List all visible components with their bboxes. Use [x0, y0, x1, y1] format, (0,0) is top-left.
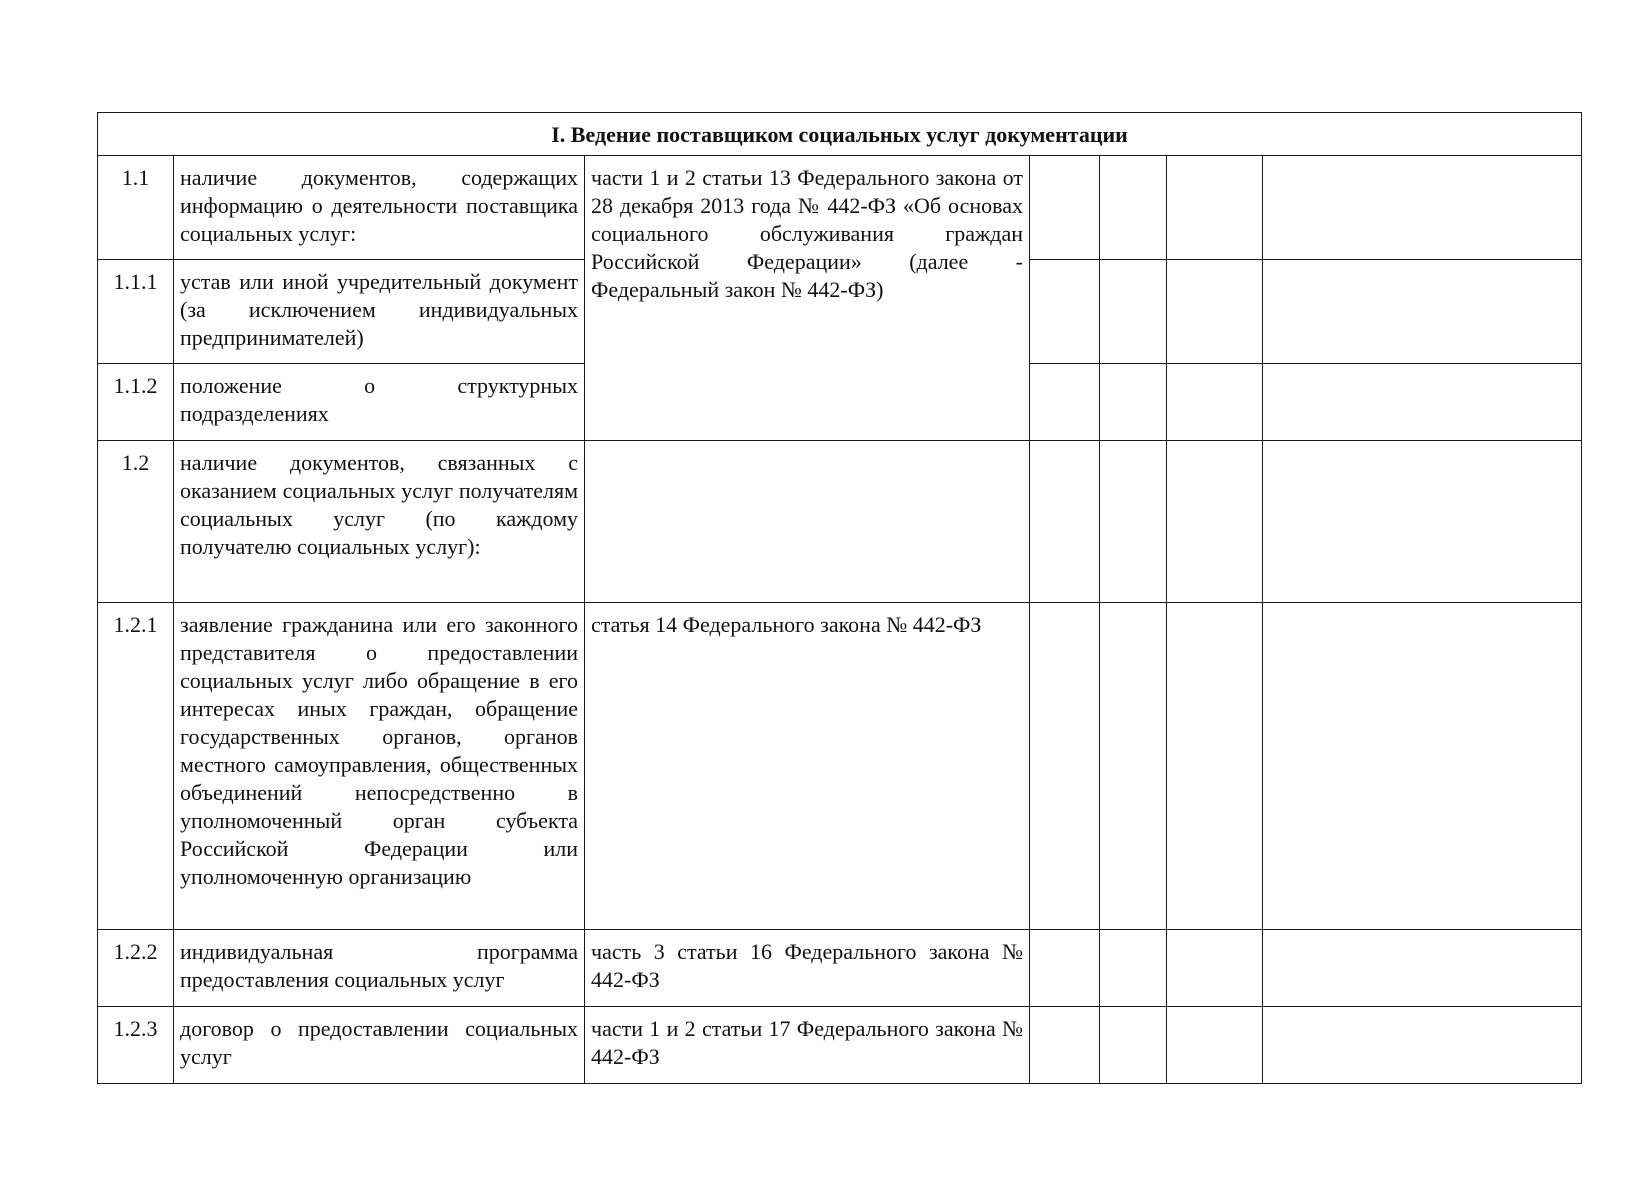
section-header-row: [98, 113, 1582, 156]
answer-cell: [1100, 364, 1167, 441]
row-number: 1.1: [98, 156, 174, 260]
legal-basis: статья 14 Федерального закона № 442-ФЗ: [585, 603, 1030, 930]
notes-cell: [1263, 364, 1582, 441]
requirement-description: индивидуальная программа предоставления социальных услуг: [174, 930, 585, 1007]
answer-cell: [1100, 441, 1167, 603]
requirement-description: наличие документов, содержащих информацию о деятельности поставщика социальных услуг:: [174, 156, 585, 260]
answer-cell: [1030, 156, 1100, 260]
table-row: [98, 1007, 1582, 1084]
answer-cell: [1167, 260, 1263, 364]
row-number: 1.2.3: [98, 1007, 174, 1084]
legal-basis: части 1 и 2 статьи 17 Федерального закона № 442-ФЗ: [585, 1007, 1030, 1084]
requirement-description: положение о структурных подразделениях: [174, 364, 585, 441]
document-sheet: [97, 112, 1581, 1084]
answer-cell: [1030, 441, 1100, 603]
answer-cell: [1030, 364, 1100, 441]
answer-cell: [1030, 930, 1100, 1007]
requirement-description: договор о предоставлении социальных услуг: [174, 1007, 585, 1084]
table-row: [98, 930, 1582, 1007]
notes-cell: [1263, 930, 1582, 1007]
answer-cell: [1030, 1007, 1100, 1084]
answer-cell: [1100, 1007, 1167, 1084]
table-row: [98, 603, 1582, 930]
requirement-description: заявление гражданина или его законного представителя о предоставлении социальных услуг либо обращение в его интересах иных граждан, обращение государственных органов, органов местного самоуправления, общественных объединений непосредственно в уполномоченный орган субъекта Российской Федерации или уполномоченную организацию: [174, 603, 585, 930]
section-title: I. Ведение поставщиком социальных услуг документации: [98, 113, 1582, 156]
answer-cell: [1167, 1007, 1263, 1084]
answer-cell: [1100, 603, 1167, 930]
answer-cell: [1030, 260, 1100, 364]
requirement-description: наличие документов, связанных с оказанием социальных услуг получателям социальных услуг (по каждому получателю социальных услуг):: [174, 441, 585, 603]
notes-cell: [1263, 260, 1582, 364]
answer-cell: [1100, 156, 1167, 260]
answer-cell: [1167, 156, 1263, 260]
row-number: 1.1.1: [98, 260, 174, 364]
legal-basis: часть 3 статьи 16 Федерального закона № 442-ФЗ: [585, 930, 1030, 1007]
answer-cell: [1100, 260, 1167, 364]
notes-cell: [1263, 1007, 1582, 1084]
answer-cell: [1100, 930, 1167, 1007]
row-number: 1.2.2: [98, 930, 174, 1007]
legal-basis: части 1 и 2 статьи 13 Федерального закона от 28 декабря 2013 года № 442-ФЗ «Об основах социального обслуживания граждан Российской Федерации» (далее - Федеральный закон № 442-ФЗ): [585, 156, 1030, 441]
answer-cell: [1167, 441, 1263, 603]
table-row: [98, 156, 1582, 260]
notes-cell: [1263, 603, 1582, 930]
row-number: 1.1.2: [98, 364, 174, 441]
answer-cell: [1167, 364, 1263, 441]
row-number: 1.2: [98, 441, 174, 603]
notes-cell: [1263, 156, 1582, 260]
requirement-description: устав или иной учредительный документ (за исключением индивидуальных предпринимателей): [174, 260, 585, 364]
answer-cell: [1167, 603, 1263, 930]
table-row: [98, 441, 1582, 603]
answer-cell: [1030, 603, 1100, 930]
inspection-checklist-table: [97, 112, 1582, 1084]
answer-cell: [1167, 930, 1263, 1007]
row-number: 1.2.1: [98, 603, 174, 930]
legal-basis: [585, 441, 1030, 603]
notes-cell: [1263, 441, 1582, 603]
